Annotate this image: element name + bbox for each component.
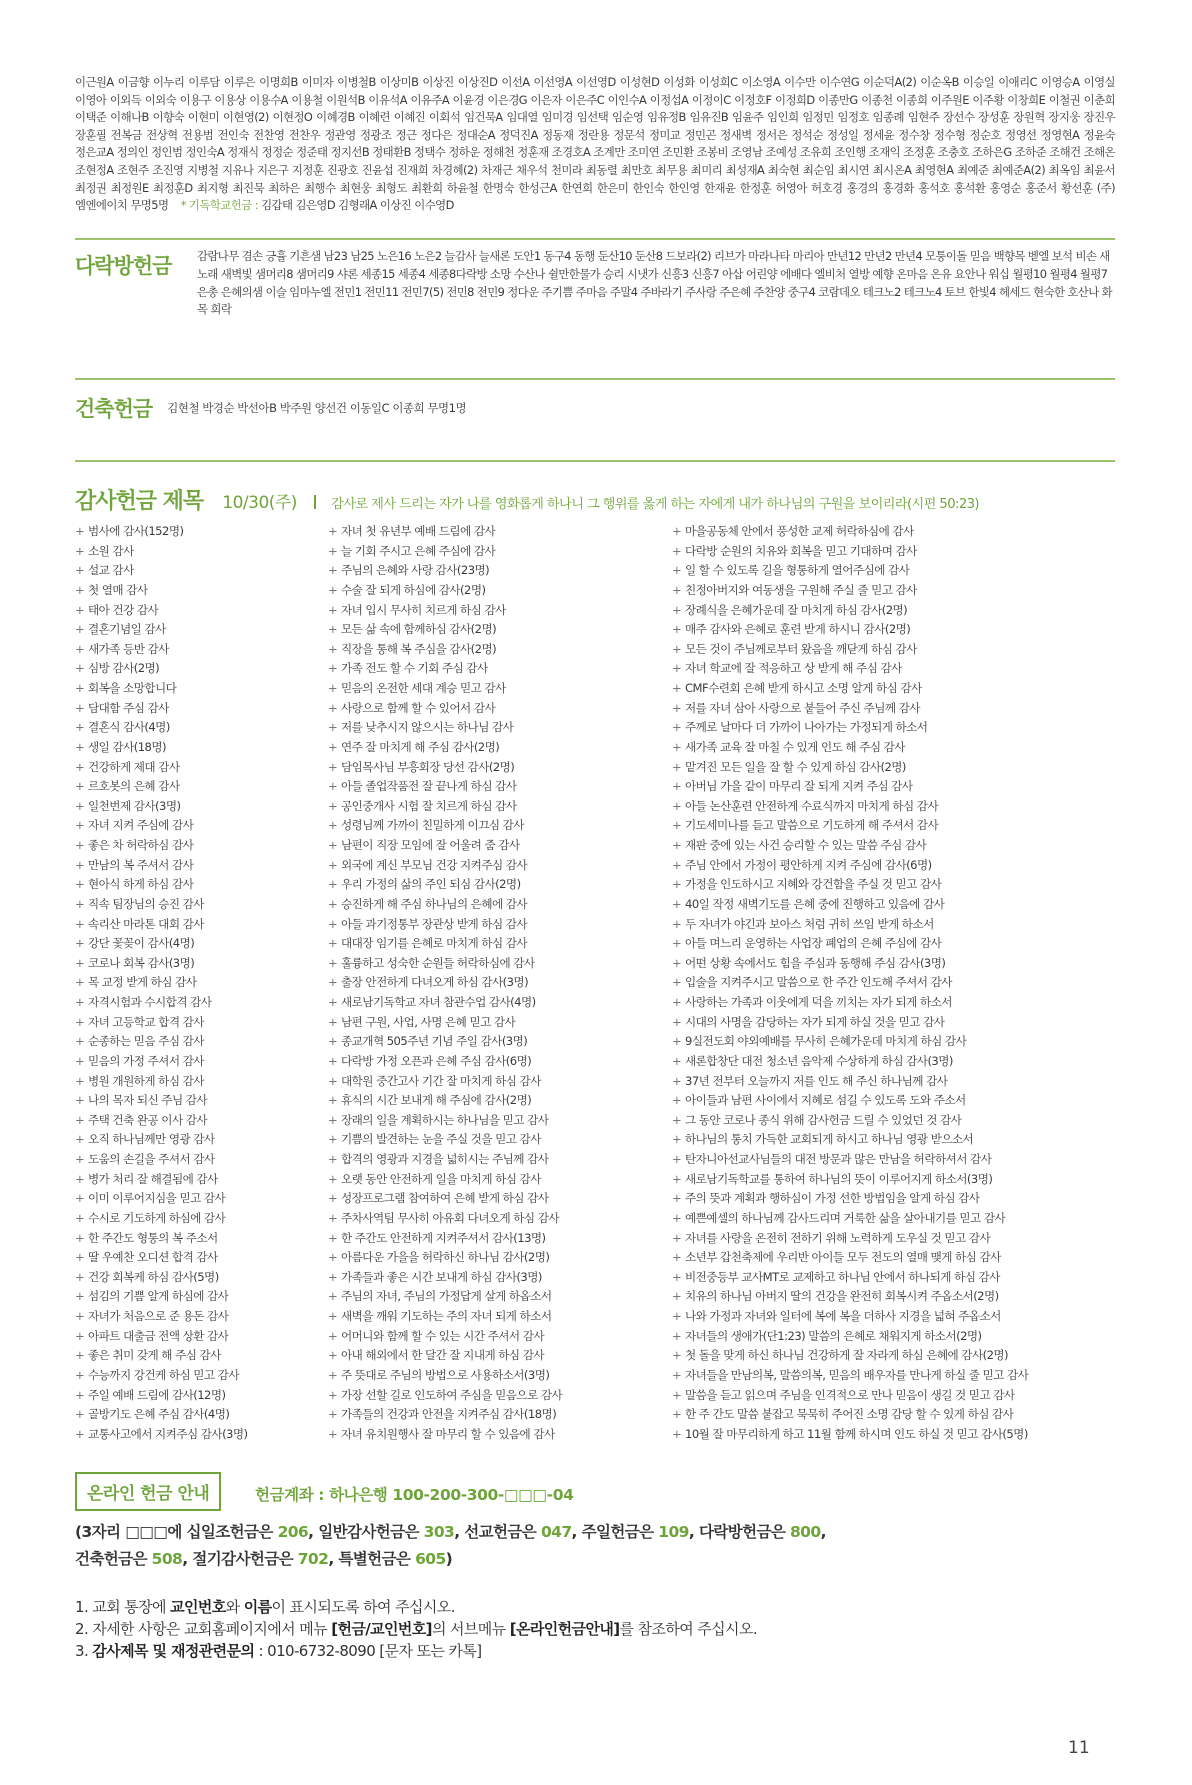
thanks-item: + 기쁨의 발견하는 눈을 주실 것을 믿고 감사 [328, 1130, 562, 1150]
donor-names-block [75, 74, 1115, 215]
thanks-item: + 10월 잘 마무리하게 하고 11월 함께 하시며 인도 하실 것 믿고 감사(5명) [672, 1425, 1028, 1445]
thanks-item: + 자녀 유치원행사 잘 마무리 할 수 있음에 감사 [328, 1425, 562, 1445]
thanks-item: + 주님 안에서 가정이 평안하게 지켜 주심에 감사(6명) [672, 856, 1028, 876]
building-section [75, 393, 1115, 423]
thanks-item: + 일천번제 감사(3명) [75, 797, 248, 817]
thanks-item: + 한 주간도 형통의 복 주소서 [75, 1229, 248, 1249]
thanks-item: + 이미 이루어지심을 믿고 감사 [75, 1189, 248, 1209]
note-text: 2. 자세한 사항은 교회홈페이지에서 메뉴 [75, 1620, 328, 1638]
thanks-item: + 딸 우예찬 오디션 합격 감사 [75, 1248, 248, 1268]
thanks-item: + 입술을 지켜주시고 말씀으로 한 주간 인도해 주셔서 감사 [672, 973, 1028, 993]
thanks-item: + 저를 낮추시지 않으시는 하나님 감사 [328, 718, 562, 738]
thanks-item: + 사랑으로 함께 할 수 있어서 감사 [328, 699, 562, 719]
thanks-item: + 건강하게 제대 감사 [75, 758, 248, 778]
thanks-item: + 아들 과기정통부 장관상 받게 하심 감사 [328, 915, 562, 935]
thanks-item: + CMF수련회 은혜 받게 하시고 소명 알게 하심 감사 [672, 679, 1028, 699]
thanks-item: + 훌륭하고 성숙한 순원들 허락하심에 감사 [328, 954, 562, 974]
thanks-item: + 모든 삶 속에 함께하심 감사(2명) [328, 620, 562, 640]
note-text: : 010-6732-8090 [문자 또는 카톡] [258, 1642, 482, 1660]
thanks-item: + 주님의 자녀, 주님의 가정답게 살게 하옵소서 [328, 1287, 562, 1307]
thanks-item: + 강단 꽃꽂이 감사(4명) [75, 934, 248, 954]
note-text: 1. 교회 통장에 [75, 1598, 166, 1616]
thanks-item: + 아들 며느리 운영하는 사업장 폐업의 은혜 주심에 감사 [672, 934, 1028, 954]
note-text: 3. [75, 1642, 89, 1660]
thanks-item: + 심방 감사(2명) [75, 659, 248, 679]
code-name: 주일헌금은 [581, 1523, 659, 1541]
thanks-item: + 자녀 학교에 잘 적응하고 상 받게 해 주심 감사 [672, 659, 1028, 679]
thanks-item: + 자녀 고등학교 합격 감사 [75, 1013, 248, 1033]
thanks-item: + 아파트 대출금 전액 상환 감사 [75, 1327, 248, 1347]
thanks-item: + 40일 작정 새벽기도를 은혜 중에 진행하고 있음에 감사 [672, 895, 1028, 915]
offering-notes [75, 1596, 757, 1662]
thanks-item: + 수능까지 강건케 하심 믿고 감사 [75, 1366, 248, 1386]
thanks-item: + 한 주 간도 말씀 붙잡고 묵묵히 주어진 소명 감당 할 수 있게 하심 감사 [672, 1405, 1028, 1425]
section-divider [75, 238, 1115, 240]
thanks-item: + 새론합창단 대전 청소년 음악제 수상하게 하심 감사(3명) [672, 1052, 1028, 1072]
thanks-item: + 다락방 가정 오픈과 은혜 주심 감사(6명) [328, 1052, 562, 1072]
thanks-column-3 [672, 522, 1028, 1444]
thanks-item: + 자녀들의 생애가(단1:23) 말씀의 은혜로 채워지게 하소서(2명) [672, 1327, 1028, 1347]
thanks-item: + 남편이 직장 모임에 잘 어울려 줌 감사 [328, 836, 562, 856]
thanks-item: + 주의 뜻과 계획과 행하심이 가정 선한 방법임을 알게 하심 감사 [672, 1189, 1028, 1209]
separator-bar [314, 495, 316, 509]
thanks-item: + 아버님 가을 같이 마무리 잘 되게 지켜 주심 감사 [672, 777, 1028, 797]
thanks-item: + 자녀가 처음으로 준 용돈 감사 [75, 1307, 248, 1327]
thanks-item: + 모든 것이 주님께로부터 왔음을 깨닫게 하심 감사 [672, 640, 1028, 660]
thanks-item: + 오직 하나님께만 영광 감사 [75, 1130, 248, 1150]
thanks-item: + 만남의 복 주셔서 감사 [75, 856, 248, 876]
thanks-item: + 탄자니아선교사님들의 대전 방문과 많은 만남을 허락하셔서 감사 [672, 1150, 1028, 1170]
christian-school-names: 김갑태 김은영D 김형래A 이상진 이수영D [261, 198, 454, 213]
thanks-item: + 오랫 동안 안전하게 일을 마치게 하심 감사 [328, 1170, 562, 1190]
online-offering-label: 온라인 헌금 안내 [75, 1472, 221, 1511]
code-value: 047 [540, 1523, 572, 1541]
note-emphasis: [온라인헌금안내] [509, 1620, 620, 1638]
thanks-item: + 비전중등부 교사MT로 교제하고 하나님 안에서 하나되게 하심 감사 [672, 1268, 1028, 1288]
thanks-item: + 도움의 손길을 주셔서 감사 [75, 1150, 248, 1170]
thanks-item: + 주 뜻대로 주님의 방법으로 사용하소서(3명) [328, 1366, 562, 1386]
thanks-item: + 우리 가정의 삶의 주인 되심 감사(2명) [328, 875, 562, 895]
thanks-item: + 수술 잘 되게 하심에 감사(2명) [328, 581, 562, 601]
thanks-item: + 아름다운 가을을 허락하신 하나님 감사(2명) [328, 1248, 562, 1268]
thanks-item: + 범사에 감사(152명) [75, 522, 248, 542]
thanks-column-1 [75, 522, 248, 1444]
thanks-item: + 소원 감사 [75, 542, 248, 562]
note-2 [75, 1618, 757, 1640]
thanks-item: + 대대장 임기를 은혜로 마치게 하심 감사 [328, 934, 562, 954]
thanks-item: + 좋은 차 허락하심 감사 [75, 836, 248, 856]
darakbang-list: 감람나무 겸손 긍휼 기흔샘 남23 남25 노은16 노은2 늘감사 늘새론 도안1 동구4 동행 둔산10 둔산8 드보라(2) 리브가 마라나타 마리아 만년12 만년2 만년4 모퉁이돌 믿음 백향목 벧엘 보석 비손 새노래 새벽빛 샘머리8 샘머리9 샤론 세종15 세종4 세종8다락방 소망 수산나 쉴만한물가 승리 시냇가 신흥3 신흥7 아삽 어린양 에배다 엘비처 열방 예향 온마음 온유 요안나 워십 월평10 월평4 월평7 은총 은혜의샘 이슬 임마누엘 전민1 전민11 전민7(5) 전민8 전민9 정다운 주기쁨 주마음 주말4 주바라기 주사랑 주은혜 주찬양 중구4 코람데오 테크노2 테크노4 토브 한빛4 헤세드 현숙한 호산나 화목 희락 [197, 249, 1113, 317]
thanks-item: + 어떤 상황 속에서도 힘을 주심과 동행해 주심 감사(3명) [672, 954, 1028, 974]
thanks-item: + 자녀 첫 유년부 예배 드림에 감사 [328, 522, 562, 542]
thanks-item: + 담대함 주심 감사 [75, 699, 248, 719]
thanks-item: + 합격의 영광과 지경을 넓히시는 주님께 감사 [328, 1150, 562, 1170]
thanks-item: + 사랑하는 가족과 이웃에게 덕을 끼치는 자가 되게 하소서 [672, 993, 1028, 1013]
thanks-item: + 아이들과 남편 사이에서 지혜로 섬길 수 있도록 도와 주소서 [672, 1091, 1028, 1111]
thanks-item: + 하나님의 통치 가득한 교회되게 하시고 하나님 영광 받으소서 [672, 1130, 1028, 1150]
thanks-column-2 [328, 522, 562, 1444]
thanks-item: + 생일 감사(18명) [75, 738, 248, 758]
thanks-item: + 아들 논산훈련 안전하게 수료식까지 마치게 하심 감사 [672, 797, 1028, 817]
note-1 [75, 1596, 757, 1618]
tithe-code: 206 [277, 1523, 309, 1541]
note-emphasis: 감사제목 및 재정관련문의 [92, 1642, 255, 1660]
thanks-item: + 자녀를 사랑을 온전히 전하기 위해 노력하게 도우실 것 믿고 감사 [672, 1229, 1028, 1249]
code-name: 절기감사헌금은 [192, 1550, 298, 1568]
thanks-title: 감사헌금 제목 [75, 489, 204, 514]
thanks-item: + 출장 안전하게 다녀오게 하심 감사(3명) [328, 973, 562, 993]
note-emphasis: [헌금/교인번호] [331, 1620, 432, 1638]
thanks-item: + 9실전도회 야외예배를 무사히 은혜가운데 마치게 하심 감사 [672, 1032, 1028, 1052]
thanks-item: + 주일 예배 드림에 감사(12명) [75, 1386, 248, 1406]
thanks-item: + 마을공동체 안에서 풍성한 교제 허락하심에 감사 [672, 522, 1028, 542]
offering-codes: (3자리 □□□에 십일조헌금은 206, 일반감사헌금은 303, 선교헌금은 047, 주일헌금은 109, 다락방헌금은 800, 건축헌금은 508, 절기감사헌금은 702, 특별헌금은 605) [75, 1523, 826, 1568]
thanks-header [75, 484, 1135, 515]
code-list: , 일반감사헌금은 303, 선교헌금은 047, 주일헌금은 109, 다락방헌금은 800, 건축헌금은 508, 절기감사헌금은 702, 특별헌금은 605 [75, 1523, 826, 1568]
thanks-item: + 늘 기회 주시고 은혜 주심에 감사 [328, 542, 562, 562]
code-value: 605 [415, 1550, 446, 1568]
thanks-item: + 첫 열매 감사 [75, 581, 248, 601]
thanks-item: + 좋은 취미 갖게 해 주심 감사 [75, 1346, 248, 1366]
thanks-item: + 연주 잘 마치게 해 주심 감사(2명) [328, 738, 562, 758]
thanks-item: + 나와 가정과 자녀와 일터에 복에 복을 더하사 지경을 넓혀 주옵소서 [672, 1307, 1028, 1327]
code-value: 702 [297, 1550, 329, 1568]
thanks-item: + 직속 팀장님의 승진 감사 [75, 895, 248, 915]
thanks-item: + 일 할 수 있도록 길을 형통하게 열어주심에 감사 [672, 561, 1028, 581]
note-3 [75, 1640, 757, 1662]
thanks-item: + 가족들과 좋은 시간 보내게 하심 감사(3명) [328, 1268, 562, 1288]
thanks-item: + 친정아버지와 여동생을 구원해 주실 줄 믿고 감사 [672, 581, 1028, 601]
thanks-item: + 회복을 소망합니다 [75, 679, 248, 699]
thanks-item: + 설교 감사 [75, 561, 248, 581]
thanks-item: + 주택 건축 완공 이사 감사 [75, 1111, 248, 1131]
note-text: 와 [225, 1598, 240, 1616]
code-name: 선교헌금은 [464, 1523, 541, 1541]
section-divider [75, 460, 1115, 462]
thanks-item: + 가족 전도 할 수 기회 주심 감사 [328, 659, 562, 679]
thanks-item: + 코로나 회복 감사(3명) [75, 954, 248, 974]
thanks-item: + 자녀 지켜 주심에 감사 [75, 816, 248, 836]
thanks-item: + 소년부 갑천축제에 우리반 아이들 모두 전도의 열매 맺게 하심 감사 [672, 1248, 1028, 1268]
thanks-item: + 그 동안 코로나 종식 위해 감사헌금 드릴 수 있었던 것 감사 [672, 1111, 1028, 1131]
thanks-item: + 병원 개원하게 하심 감사 [75, 1072, 248, 1092]
thanks-item: + 승진하게 해 주심 하나님의 은혜에 감사 [328, 895, 562, 915]
thanks-item: + 휴식의 시간 보내게 해 주심에 감사(2명) [328, 1091, 562, 1111]
thanks-item: + 첫 돌을 맞게 하신 하나님 건강하게 잘 자라게 하심 은혜에 감사(2명) [672, 1346, 1028, 1366]
darakbang-section [75, 248, 1115, 348]
thanks-item: + 성장프로그램 참여하여 은혜 받게 하심 감사 [328, 1189, 562, 1209]
code-name: 다락방헌금은 [698, 1523, 790, 1541]
building-list: 김현철 박경순 박선아B 박주원 양선건 이동일C 이종희 무명1명 [167, 401, 467, 415]
thanks-item: + 말씀을 듣고 읽으며 주님을 인격적으로 만나 믿음이 생길 것 믿고 감사 [672, 1386, 1028, 1406]
thanks-item: + 아들 졸업작품전 잘 끝나게 하심 감사 [328, 777, 562, 797]
thanks-item: + 교통사고에서 지켜주심 감사(3명) [75, 1425, 248, 1445]
thanks-item: + 재판 중에 있는 사건 승리할 수 있는 말씀 주심 감사 [672, 836, 1028, 856]
thanks-item: + 나의 목자 되신 주님 감사 [75, 1091, 248, 1111]
thanks-item: + 37년 전부터 오늘까지 저를 인도 해 주신 하나님께 감사 [672, 1072, 1028, 1092]
note-text: 이 표시되도록 하여 주십시오. [271, 1598, 455, 1616]
donor-names: 이근원A 이금향 이누리 이루담 이루은 이명희B 이미자 이병철B 이상미B 이상진 이상진D 이선A 이선영A 이선영D 이성현D 이성화 이성희C 이소영A 이수만 이수연G 이순덕A(2) 이순옥B 이승일 이애리C 이영승A 이영실 이영아 이외득 이외숙 이용구 이용상 이용수A 이용철 이원석B 이유석A 이유주A 이윤경 이은경G 이은자 이은주C 이인수A 이정섭A 이정이C 이정호F 이정희D 이종만G 이종천 이종희 이주원E 이주황 이창희E 이철권 이춘희 이택준 이해나B 이향숙 이현미 이현영(2) 이현정O 이혜경B 이혜련 이혜진 이회석 임건묵A 임대열 임미경 임선택 임순영 임유정B 임유진B 임윤주 임인희 임정민 임정호 임종례 임현주 장선수 장성훈 장원혁 장지웅 장진우 장훈필 전복금 전상혁 전용범 전인숙 전찬영 전찬우 정관영 정광조 정근 정다은 정대순A 정덕진A 정동재 정란용 정문석 정미교 정민곤 정새벽 정서은 정석순 정성일 정세윤 정수창 정수형 정순호 정영선 정영현A 정윤숙 정은교A 정의인 정인범 정인숙A 정재식 정정순 정준태 정지선B 정태환B 정택수 정하운 정해천 정훈재 조경호A 조계만 조미연 조민환 조봉비 조영남 조예성 조유희 조인행 조재익 조정훈 조충호 조하은G 조하준 조해건 조해온 조현정A 조현주 조진영 지병철 지유나 지은구 지정훈 진광호 진윤섭 진재희 차경혜(2) 차재근 채우석 천미라 최동렬 최만호 최무용 최미리 최성재A 최숙현 최순임 최시연 최시온A 최영현A 최예준 최예준A(2) 최옥임 최윤서 최정권 최정원E 최정훈D 최지형 최진묵 최하은 최행수 최현웅 최형도 최환희 하윤철 한명숙 한성근A 한연희 한은미 한인숙 한인영 한재윤 한정훈 허영아 허호경 홍경의 홍경화 홍석호 홍석환 홍영순 홍준서 황선훈 (주)엠엔에이치 무명5명 [75, 75, 1115, 213]
thanks-item: + 믿음의 온전한 세대 계승 믿고 감사 [328, 679, 562, 699]
thanks-item: + 결혼기념일 감사 [75, 620, 248, 640]
thanks-item: + 공인중개사 시험 잘 치르게 하심 감사 [328, 797, 562, 817]
thanks-item: + 주차사역팀 무사히 아유회 다녀오게 하심 감사 [328, 1209, 562, 1229]
thanks-item: + 직장을 통해 복 주심을 감사(2명) [328, 640, 562, 660]
thanks-item: + 아내 해외에서 한 달간 잘 지내게 하심 감사 [328, 1346, 562, 1366]
thanks-item: + 현아식 하게 하심 감사 [75, 875, 248, 895]
thanks-item: + 자격시험과 수시합격 감사 [75, 993, 248, 1013]
thanks-item: + 치유의 하나님 아버지 딸의 건강을 완전히 회복시켜 주옵소서(2명) [672, 1287, 1028, 1307]
thanks-item: + 병가 처리 잘 해결됨에 감사 [75, 1170, 248, 1190]
christian-school-label: * 기독학교헌금 : [180, 198, 258, 213]
thanks-item: + 새가족 교육 잘 마칠 수 있게 인도 해 주심 감사 [672, 738, 1028, 758]
thanks-item: + 맡겨진 모든 일을 잘 할 수 있게 하심 감사(2명) [672, 758, 1028, 778]
thanks-item: + 어머니와 함께 할 수 있는 시간 주셔서 감사 [328, 1327, 562, 1347]
thanks-item: + 가장 선할 길로 인도하여 주심을 믿음으로 감사 [328, 1386, 562, 1406]
thanks-verse: 감사로 제사 드리는 자가 나를 영화롭게 하나니 그 행위를 옳게 하는 자에게 내가 하나님의 구원을 보이리라(시편 50:23) [331, 497, 979, 512]
code-value: 800 [790, 1523, 821, 1541]
note-emphasis: 교인번호 [170, 1598, 226, 1616]
thanks-item: + 새벽을 깨워 기도하는 주의 자녀 되게 하소서 [328, 1307, 562, 1327]
thanks-item: + 다락방 순원의 치유와 회복을 믿고 기대하며 감사 [672, 542, 1028, 562]
thanks-item: + 두 자녀가 야긴과 보아스 처럼 귀히 쓰임 받게 하소서 [672, 915, 1028, 935]
account-number: 헌금계좌 : 하나은행 100-200-300-□□□-04 [255, 1486, 574, 1504]
thanks-item: + 종교개혁 505주년 기념 주일 감사(3명) [328, 1032, 562, 1052]
thanks-item: + 매주 감사와 은혜로 훈련 받게 하시니 감사(2명) [672, 620, 1028, 640]
thanks-item: + 저를 자녀 삼아 사랑으로 붙들어 주신 주님께 감사 [672, 699, 1028, 719]
thanks-item: + 섬김의 기쁨 알게 하심에 감사 [75, 1287, 248, 1307]
thanks-item: + 남편 구원, 사업, 사명 은혜 믿고 감사 [328, 1013, 562, 1033]
thanks-item: + 자녀 입시 무사히 치르게 하심 감사 [328, 601, 562, 621]
code-intro: (3자리 □□□에 십일조헌금은 [75, 1523, 273, 1541]
thanks-item: + 목 교정 받게 하심 감사 [75, 973, 248, 993]
thanks-item: + 가족들의 건강과 안전을 지켜주심 감사(18명) [328, 1405, 562, 1425]
thanks-item: + 장래의 일을 계획하시는 하나님을 믿고 감사 [328, 1111, 562, 1131]
code-value: 109 [658, 1523, 689, 1541]
thanks-item: + 건강 회복케 하심 감사(5명) [75, 1268, 248, 1288]
darakbang-title: 다락방헌금 [75, 254, 172, 278]
thanks-item: + 장례식을 은혜가운데 잘 마치게 하심 감사(2명) [672, 601, 1028, 621]
thanks-item: + 믿음의 가정 주셔서 감사 [75, 1052, 248, 1072]
thanks-item: + 담임목사님 부흥회장 당선 감사(2명) [328, 758, 562, 778]
code-name: 일반감사헌금은 [318, 1523, 424, 1541]
thanks-item: + 태아 건강 감사 [75, 601, 248, 621]
thanks-item: + 수시로 기도하게 하심에 감사 [75, 1209, 248, 1229]
thanks-item: + 성령님께 가까이 친밀하게 이끄심 감사 [328, 816, 562, 836]
thanks-item: + 한 주간도 안전하게 지켜주셔서 감사(13명) [328, 1229, 562, 1249]
code-name: 건축헌금은 [75, 1550, 152, 1568]
code-value: 508 [151, 1550, 183, 1568]
code-name: 특별헌금은 [338, 1550, 416, 1568]
thanks-item: + 주님의 은혜와 사랑 감사(23명) [328, 561, 562, 581]
note-text: 의 서브메뉴 [431, 1620, 506, 1638]
thanks-item: + 결혼식 감사(4명) [75, 718, 248, 738]
thanks-date: 10/30(주) [222, 493, 297, 513]
thanks-item: + 골방기도 은혜 주심 감사(4명) [75, 1405, 248, 1425]
thanks-item: + 새로남기독학교 자녀 참관수업 감사(4명) [328, 993, 562, 1013]
section-divider [75, 378, 1115, 380]
thanks-item: + 자녀들을 만남의복, 말씀의복, 믿음의 배우자를 만나게 하실 줄 믿고 감사 [672, 1366, 1028, 1386]
thanks-item: + 주께로 날마다 더 가까이 나아가는 가정되게 하소서 [672, 718, 1028, 738]
thanks-item: + 대학원 중간고사 기간 잘 마치게 하심 감사 [328, 1072, 562, 1092]
thanks-item: + 새로남기독학교를 통하여 하나님의 뜻이 이루어지게 하소서(3명) [672, 1170, 1028, 1190]
thanks-item: + 예쁜예셀의 하나님께 감사드리며 거룩한 삶을 살아내기를 믿고 감사 [672, 1209, 1028, 1229]
thanks-item: + 새가족 등반 감사 [75, 640, 248, 660]
thanks-item: + 순종하는 믿음 주심 감사 [75, 1032, 248, 1052]
thanks-item: + 시대의 사명을 감당하는 자가 되게 하실 것을 믿고 감사 [672, 1013, 1028, 1033]
thanks-item: + 르호봇의 은혜 감사 [75, 777, 248, 797]
note-text: 를 참조하여 주십시오. [619, 1620, 757, 1638]
building-title: 건축헌금 [75, 397, 153, 421]
thanks-item: + 가정을 인도하시고 지혜와 강건함을 주실 것 믿고 감사 [672, 875, 1028, 895]
code-value: 303 [423, 1523, 455, 1541]
note-emphasis: 이름 [243, 1598, 272, 1616]
page-number: 11 [1068, 1738, 1090, 1758]
thanks-item: + 기도세미나를 듣고 말씀으로 기도하게 해 주셔서 감사 [672, 816, 1028, 836]
thanks-item: + 속리산 마라톤 대회 감사 [75, 915, 248, 935]
thanks-item: + 외국에 계신 부모님 건강 지켜주심 감사 [328, 856, 562, 876]
